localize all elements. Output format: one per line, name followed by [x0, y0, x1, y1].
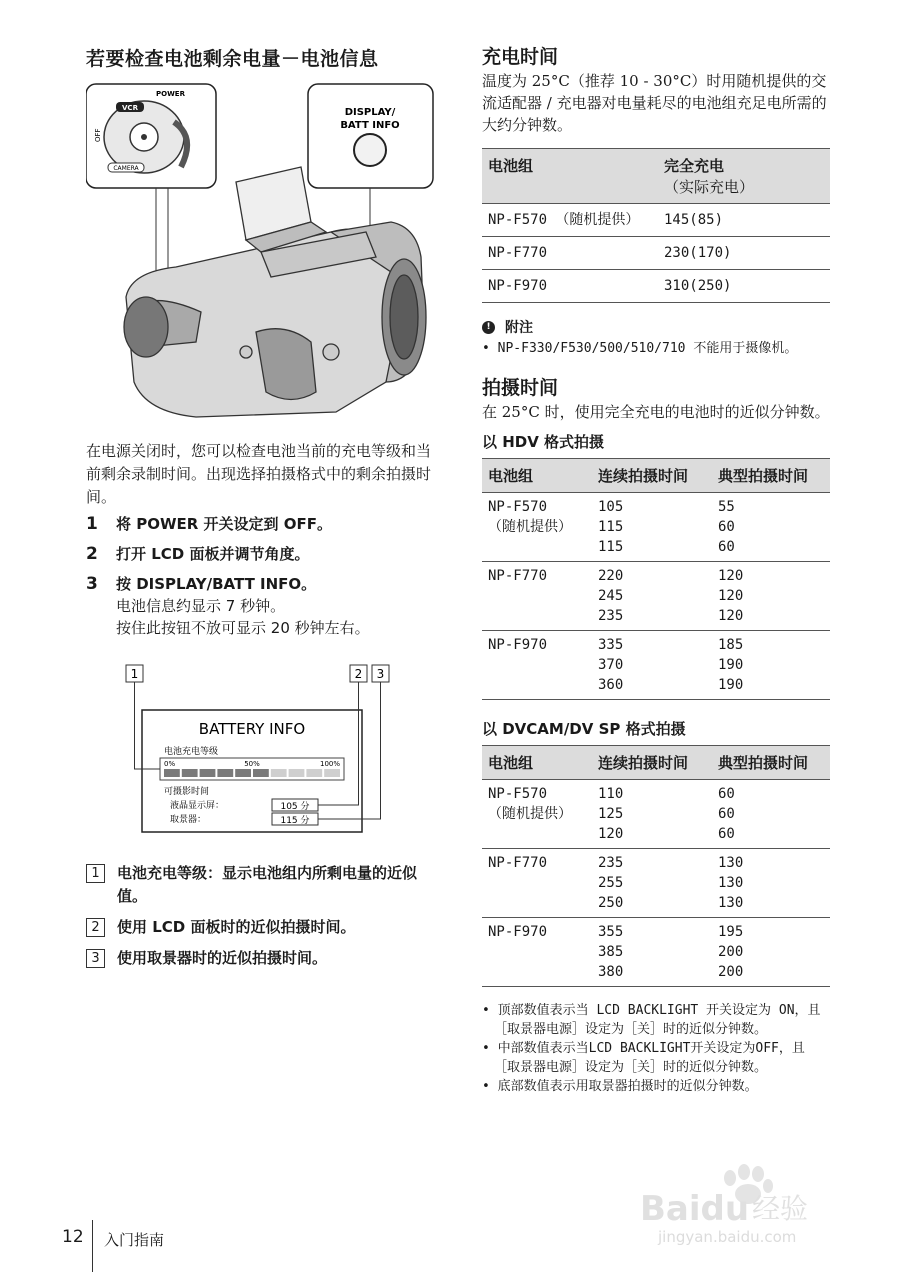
continuous-time-cell: [592, 918, 712, 987]
legend-text: 使用取景器时的近似拍摄时间。: [117, 949, 328, 967]
charge-segment: [289, 769, 305, 777]
page-number: 12: [62, 1227, 84, 1247]
hdv-table: [482, 458, 830, 700]
time-value: 250: [598, 895, 624, 911]
time-value: 130: [718, 875, 744, 891]
typical-time-cell: [712, 849, 830, 918]
time-value: 200: [718, 964, 744, 980]
callout-2: 2: [354, 667, 363, 681]
time-value: 195: [718, 924, 744, 940]
table-row: [482, 780, 830, 849]
note-text: • NP-F330/F530/500/510/710 不能用于摄像机。: [482, 341, 798, 356]
pct-100-label: 100%: [319, 760, 340, 768]
typical-time-cell: [712, 562, 830, 631]
dv-table: [482, 745, 830, 987]
time-value: 60: [718, 519, 735, 535]
off-label: OFF: [94, 128, 102, 142]
time-value: 130: [718, 855, 744, 871]
time-value: 120: [718, 608, 744, 624]
time-value: 220: [598, 568, 624, 584]
table-header-row: [482, 746, 830, 780]
typical-time-cell: [712, 780, 830, 849]
legend-item-2: [86, 916, 436, 939]
note-title: [482, 317, 830, 337]
column-header: 电池组: [482, 459, 592, 493]
battery-cell: NP-F570 （随机提供）: [482, 204, 658, 237]
charge-segment: [324, 769, 340, 777]
step-number: 1: [86, 514, 98, 534]
table-header-row: [482, 459, 830, 493]
battery-cell: [482, 918, 592, 987]
step-1: [86, 513, 436, 535]
time-value: 115: [598, 519, 624, 535]
dv-subheading: 以 DVCAM/DV SP 格式拍摄: [482, 720, 686, 738]
legend-text: 电池充电等级：显示电池组内所剩电量的近似值。: [117, 864, 418, 905]
table-row: [482, 204, 830, 237]
table-row: [482, 849, 830, 918]
callout-1: 1: [130, 667, 139, 681]
lcd-label: 液晶显示屏：: [170, 801, 225, 811]
time-value: 55: [718, 499, 735, 515]
screen-title: BATTERY INFO: [198, 720, 306, 738]
shooting-time-paragraph: 在 25°C 时，使用完全充电的电池时的近似分钟数。: [482, 403, 830, 421]
vcr-label: VCR: [122, 104, 138, 112]
time-value: 115: [598, 539, 624, 555]
column-header: 典型拍摄时间: [712, 746, 830, 780]
shooting-time-heading: 拍摄时间: [482, 377, 559, 399]
time-value: 105: [598, 499, 624, 515]
step-number: 2: [86, 544, 98, 564]
footer-divider: [92, 1220, 93, 1272]
battery-model: NP-F770: [488, 855, 548, 871]
battery-cell: [482, 631, 592, 700]
table-row: [482, 562, 830, 631]
note-title-text: 附注: [505, 320, 533, 336]
legend-item-1: [86, 862, 436, 908]
step-subtext: 电池信息约显示 7 秒钟。: [116, 597, 286, 615]
battery-note: （随机提供）: [488, 519, 572, 535]
time-cell: 230(170): [658, 237, 830, 270]
continuous-time-cell: [592, 780, 712, 849]
continuous-time-cell: [592, 562, 712, 631]
battery-cell: [482, 562, 592, 631]
charge-segment: [200, 769, 216, 777]
battery-cell: [482, 849, 592, 918]
time-value: 60: [718, 786, 735, 802]
hdv-subheading: 以 HDV 格式拍摄: [482, 433, 605, 451]
charge-segment: [182, 769, 198, 777]
charge-time-table: [482, 148, 830, 303]
time-value: 190: [718, 657, 744, 673]
time-value: 120: [718, 568, 744, 584]
table-header-row: [482, 149, 830, 204]
charge-level-label: 电池充电等级: [164, 747, 219, 757]
footnote: • 底部数值表示用取景器拍摄时的近似分钟数。: [482, 1079, 758, 1094]
watermark-url: jingyan.baidu.com: [658, 1228, 797, 1246]
time-value: 245: [598, 588, 624, 604]
battery-note: （随机提供）: [488, 806, 572, 822]
step-number: 3: [86, 574, 98, 594]
viewfinder-label: 取景器：: [170, 815, 207, 825]
time-value: 360: [598, 677, 624, 693]
step-text: 按 DISPLAY/BATT INFO。: [116, 575, 317, 593]
legend-list: [86, 862, 436, 978]
step-subtext: 按住此按钮不放可显示 20 秒钟左右。: [116, 619, 370, 637]
battery-model: NP-F770: [488, 568, 548, 584]
watermark-brand: Baidu: [640, 1189, 750, 1229]
time-label: 可摄影时间: [164, 787, 210, 797]
battery-cell: [482, 493, 592, 562]
charge-time-paragraph: 温度为 25°C（推荐 10 - 30°C）时用随机提供的交流适配器 / 充电器对电量耗尽的电池组充足电所需的大约分钟数。: [482, 72, 827, 134]
time-value: 120: [718, 588, 744, 604]
note-icon: !: [482, 321, 495, 334]
power-label: POWER: [156, 90, 185, 98]
battery-model: NP-F970: [488, 924, 548, 940]
time-value: 130: [718, 895, 744, 911]
display-button-icon: [354, 134, 386, 166]
footnote: • 中部数值表示当LCD BACKLIGHT开关设定为OFF，且［取景器电源］设定为［关］时的近似分钟数。: [482, 1041, 805, 1075]
time-value: 110: [598, 786, 624, 802]
battery-cell: NP-F770: [482, 237, 658, 270]
time-value: 235: [598, 608, 624, 624]
right-column: [482, 44, 830, 1096]
pct-50-label: 50%: [244, 760, 260, 768]
time-value: 120: [598, 826, 624, 842]
legend-number: 2: [86, 918, 105, 937]
table-row: [482, 493, 830, 562]
charge-segment: [217, 769, 233, 777]
footnote: • 顶部数值表示当 LCD BACKLIGHT 开关设定为 ON，且［取景器电源］设定为［关］时的近似分钟数。: [482, 1003, 821, 1037]
footer-section: 入门指南: [104, 1231, 165, 1249]
step-text: 打开 LCD 面板并调节角度。: [116, 545, 310, 563]
camera-label: CAMERA: [113, 165, 139, 172]
time-value: 190: [718, 677, 744, 693]
typical-time-cell: [712, 631, 830, 700]
baidu-watermark: [640, 1160, 860, 1250]
charge-segment: [253, 769, 269, 777]
table-row: [482, 270, 830, 303]
camcorder-illustration: [86, 82, 436, 427]
watermark-cn: 经验: [752, 1192, 809, 1225]
time-value: 385: [598, 944, 624, 960]
battery-cell: [482, 780, 592, 849]
time-value: 370: [598, 657, 624, 673]
legend-item-3: [86, 947, 436, 970]
battery-cell: NP-F970: [482, 270, 658, 303]
footnotes: [482, 1001, 830, 1096]
column-header: 电池组: [482, 149, 658, 204]
battery-model: NP-F570: [488, 786, 548, 802]
continuous-time-cell: [592, 493, 712, 562]
step-3: [86, 573, 436, 639]
time-value: 335: [598, 637, 624, 653]
time-cell: 310(250): [658, 270, 830, 303]
intro-paragraph: 在电源关闭时，您可以检查电池当前的充电等级和当前剩余录制时间。出现选择拍摄格式中的剩余拍摄时间。: [86, 442, 432, 506]
steps-list: [86, 513, 436, 647]
table-row: [482, 918, 830, 987]
time-value: 60: [718, 826, 735, 842]
typical-time-cell: [712, 918, 830, 987]
charge-time-heading: 充电时间: [482, 46, 559, 68]
charge-segment: [306, 769, 322, 777]
continuous-time-cell: [592, 849, 712, 918]
continuous-time-cell: [592, 631, 712, 700]
battery-info-screen-diagram: [86, 660, 436, 840]
column-header: [658, 149, 830, 204]
battery-model: NP-F970: [488, 637, 548, 653]
callout-3: 3: [376, 667, 385, 681]
table-row: [482, 631, 830, 700]
time-value: 355: [598, 924, 624, 940]
column-header: 连续拍摄时间: [592, 459, 712, 493]
display-label: DISPLAY/: [344, 107, 396, 118]
time-value: 60: [718, 806, 735, 822]
column-header: 连续拍摄时间: [592, 746, 712, 780]
charge-segment: [235, 769, 251, 777]
time-value: 235: [598, 855, 624, 871]
pct-0-label: 0%: [164, 760, 176, 768]
lcd-time-value: 105 分: [280, 802, 310, 812]
time-value: 125: [598, 806, 624, 822]
time-value: 380: [598, 964, 624, 980]
section-heading-battery-info: 若要检查电池剩余电量－电池信息: [86, 48, 379, 70]
charge-segment: [164, 769, 180, 777]
time-cell: 145(85): [658, 204, 830, 237]
column-header-line: 完全充电: [664, 157, 725, 175]
battery-model: NP-F570: [488, 499, 548, 515]
typical-time-cell: [712, 493, 830, 562]
charge-segment: [271, 769, 287, 777]
legend-number: 3: [86, 949, 105, 968]
column-header: 典型拍摄时间: [712, 459, 830, 493]
time-value: 60: [718, 539, 735, 555]
time-value: 200: [718, 944, 744, 960]
time-value: 255: [598, 875, 624, 891]
step-text: 将 POWER 开关设定到 OFF。: [116, 515, 332, 533]
column-header-line: （实际充电）: [664, 178, 755, 196]
column-header: 电池组: [482, 746, 592, 780]
time-value: 185: [718, 637, 744, 653]
viewfinder-time-value: 115 分: [280, 816, 310, 826]
batt-info-label: BATT INFO: [340, 120, 400, 131]
legend-text: 使用 LCD 面板时的近似拍摄时间。: [117, 918, 356, 936]
legend-number: 1: [86, 864, 105, 883]
step-2: [86, 543, 436, 565]
table-row: [482, 237, 830, 270]
